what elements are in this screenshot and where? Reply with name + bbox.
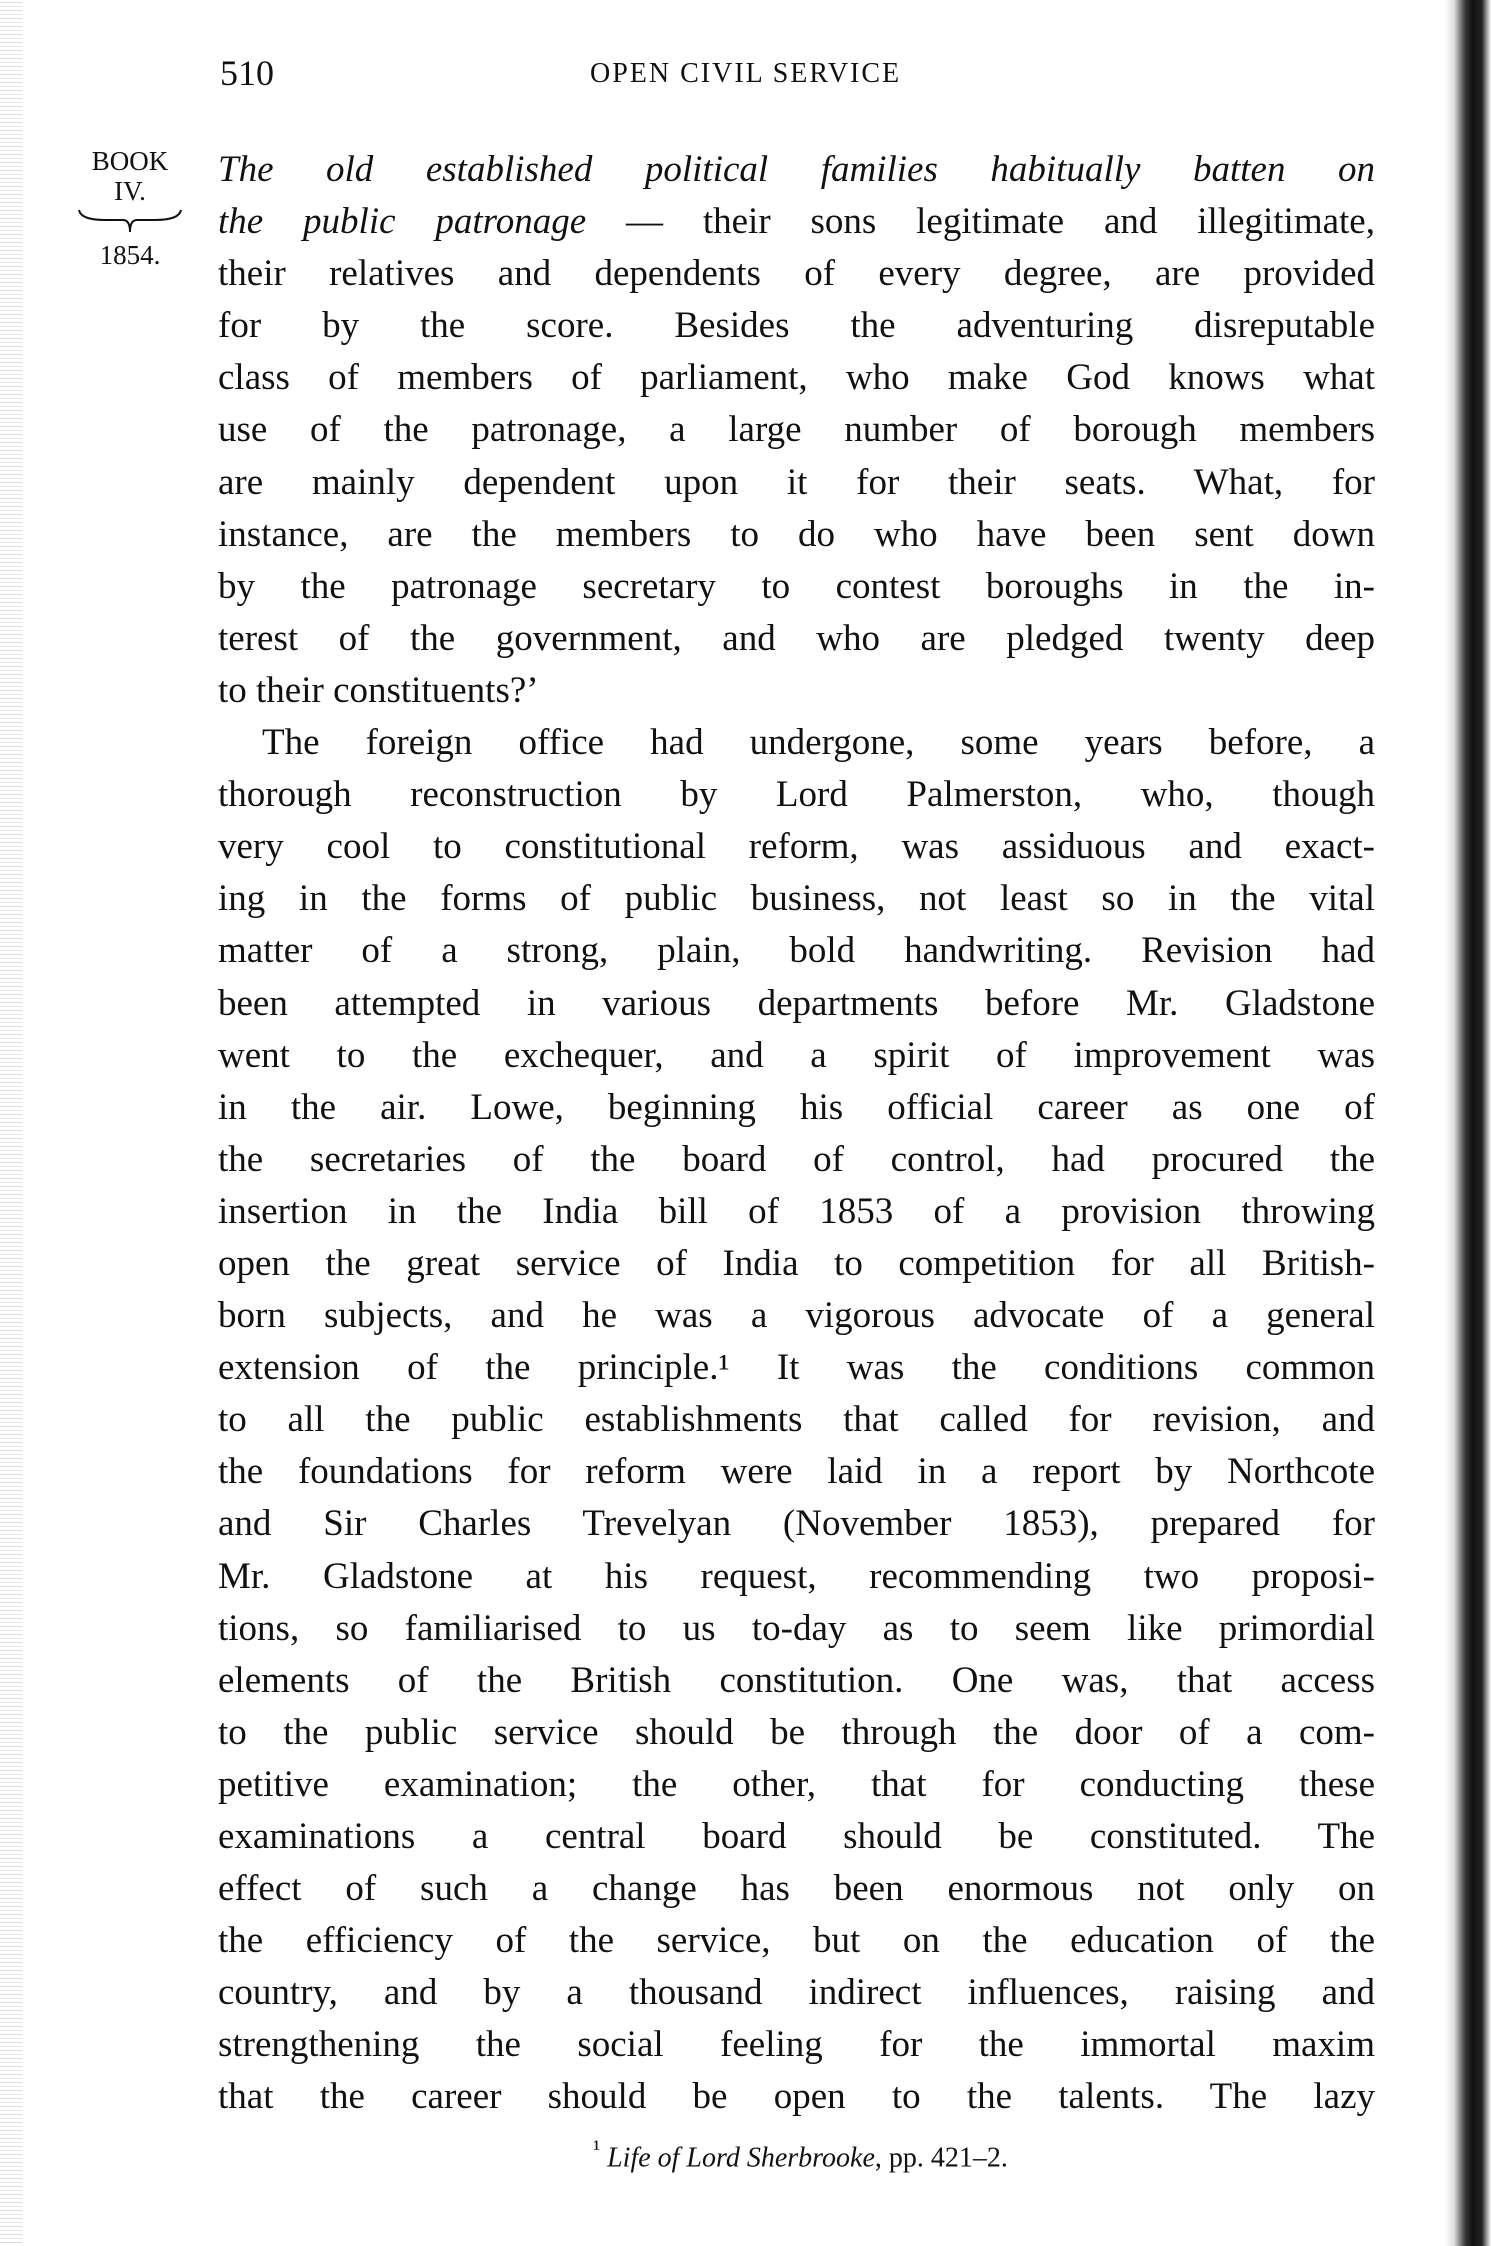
line-text: instance, are the members to do who have been sent down [218, 513, 1375, 555]
text-line [218, 1811, 1375, 1863]
text-line [218, 1186, 1375, 1238]
brace-icon [75, 208, 185, 234]
text-line [218, 1342, 1375, 1394]
line-text: — their sons legitimate and illegitimate, [586, 201, 1375, 243]
footnote-marker: ¹ [593, 2136, 601, 2162]
line-text: their relatives and dependents of every degree, are provided [218, 253, 1375, 295]
line-text: effect of such a change has been enormous not only on [218, 1868, 1375, 1910]
text-line [218, 1707, 1375, 1759]
line-text: class of members of parliament, who make God knows what [218, 357, 1375, 399]
line-text: elements of the British constitution. One was, that access [218, 1659, 1375, 1701]
text-line [218, 457, 1375, 509]
text-line [218, 978, 1375, 1030]
text-line [218, 1394, 1375, 1446]
line-text: insertion in the India bill of 1853 of a provision throwing [218, 1190, 1375, 1232]
text-line [218, 404, 1375, 456]
line-text: open the great service of India to competition for all British- [218, 1242, 1375, 1284]
text-line [218, 1655, 1375, 1707]
text-line [218, 1967, 1375, 2019]
line-text: tions, so familiarised to us to-day as to seem like primordial [218, 1607, 1375, 1649]
text-line [218, 769, 1375, 821]
line-text: petitive examination; the other, that for conducting these [218, 1763, 1375, 1805]
line-text: to the public service should be through the door of a com- [218, 1711, 1375, 1753]
text-line [218, 1290, 1375, 1342]
line-text: Mr. Gladstone at his request, recommending two proposi- [218, 1555, 1375, 1597]
line-text: and Sir Charles Trevelyan (November 1853), prepared for [218, 1503, 1375, 1545]
line-text: The foreign office had undergone, some years before, a [262, 722, 1375, 764]
text-line [218, 717, 1375, 769]
line-text: by the patronage secretary to contest boroughs in the in- [218, 565, 1375, 607]
text-line [218, 300, 1375, 352]
line-text: went to the exchequer, and a spirit of improvement was [218, 1034, 1375, 1076]
text-line [218, 1238, 1375, 1290]
margin-year: 1854. [99, 240, 161, 270]
margin-book: BOOK [91, 146, 169, 176]
text-line [218, 1134, 1375, 1186]
line-text: thorough reconstruction by Lord Palmerston, who, though [218, 774, 1375, 816]
scan-edge-right [1445, 0, 1491, 2246]
page-number: 510 [220, 53, 274, 93]
text-line [218, 561, 1375, 613]
margin-volume: IV. [114, 176, 146, 206]
line-text: in the air. Lowe, beginning his official career as one of [218, 1086, 1375, 1128]
text-line [218, 352, 1375, 404]
line-text: the secretaries of the board of control, had procured the [218, 1138, 1375, 1180]
text-line [218, 248, 1375, 300]
line-text: country, and by a thousand indirect influences, raising and [218, 1972, 1375, 2014]
line-text: are mainly dependent upon it for their seats. What, for [218, 461, 1375, 503]
text-line [218, 1082, 1375, 1134]
line-text: terest of the government, and who are pledged twenty deep [218, 617, 1375, 659]
line-text: ing in the forms of public business, not least so in the vital [218, 878, 1375, 920]
line-text: extension of the principle.¹ It was the conditions common [218, 1347, 1375, 1389]
line-text: use of the patronage, a large number of borough members [218, 409, 1375, 451]
line-text: examinations a central board should be constituted. The [218, 1816, 1375, 1857]
text-line [218, 144, 1375, 196]
text-line [218, 1551, 1375, 1603]
text-line [218, 196, 1375, 248]
text-line [218, 1915, 1375, 1967]
footnote [0, 2136, 1491, 2174]
line-text: the efficiency of the service, but on the education of the [218, 1920, 1375, 1962]
margin-note [70, 146, 190, 270]
text-line [218, 1759, 1375, 1811]
line-text: that the career should be open to the talents. The lazy [218, 2076, 1375, 2118]
running-title: OPEN CIVIL SERVICE [590, 58, 902, 89]
line-text: for by the score. Besides the adventuring disreputable [218, 305, 1375, 347]
body-text [218, 144, 1375, 2124]
line-text: to their constituents?’ [218, 669, 539, 711]
scan-edge-left [0, 0, 22, 2246]
footnote-title: Life of Lord Sherbrooke [607, 2142, 875, 2174]
footnote-rest: , pp. 421–2. [874, 2142, 1008, 2174]
line-text: born subjects, and he was a vigorous advocate of a general [218, 1295, 1375, 1337]
text-line [218, 509, 1375, 561]
text-line [218, 1498, 1375, 1550]
text-line [218, 925, 1375, 977]
text-line [218, 2071, 1375, 2123]
line-text: strengthening the social feeling for the immortal maxim [218, 2024, 1375, 2066]
page-header [0, 52, 1491, 102]
line-text: the foundations for reform were laid in a report by Northcote [218, 1451, 1375, 1493]
text-line [218, 665, 1375, 717]
italic-text: The old established political families habitually batten on [218, 149, 1375, 190]
italic-text: the public patronage [218, 201, 587, 243]
line-text: been attempted in various departments before Mr. Gladstone [218, 982, 1375, 1024]
text-line [218, 613, 1375, 665]
line-text: to all the public establishments that called for revision, and [218, 1399, 1375, 1441]
line-text: very cool to constitutional reform, was assiduous and exact- [218, 826, 1375, 868]
text-line [218, 2019, 1375, 2071]
text-line [218, 1863, 1375, 1915]
text-line [218, 873, 1375, 925]
line-text: matter of a strong, plain, bold handwriting. Revision had [218, 930, 1375, 972]
text-line [218, 1030, 1375, 1082]
text-line [218, 1603, 1375, 1655]
text-line [218, 821, 1375, 873]
text-line [218, 1446, 1375, 1498]
